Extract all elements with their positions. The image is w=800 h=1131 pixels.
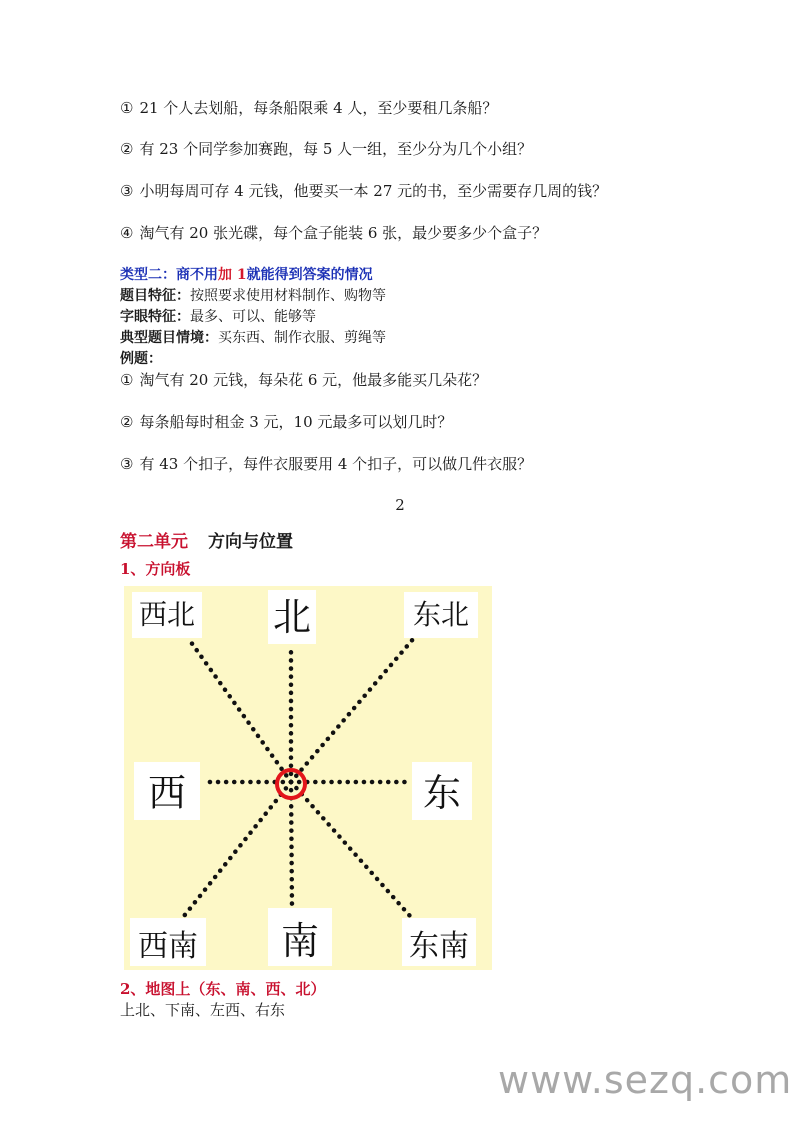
question-text: 小明每周可存 4 元钱，他要买一本 27 元的书，至少需要存几周的钱？: [139, 182, 608, 200]
question-number: ①: [120, 371, 134, 389]
label-n: 北: [272, 595, 312, 639]
question-3: [120, 181, 607, 201]
question-1: [120, 98, 497, 118]
question-text: 每条船每时租金 3 元，10 元最多可以划几时？: [139, 413, 453, 431]
label-s: 南: [280, 919, 320, 963]
direction-board-figure: [124, 586, 492, 970]
type2-heading: [120, 265, 373, 285]
keyword-line: [120, 307, 316, 327]
example-line: [120, 349, 162, 369]
keyword-label: 字眼特征：: [120, 309, 190, 325]
question-text: 21 个人去划船，每条船限乘 4 人，至少要租几条船？: [139, 99, 498, 117]
keyword-text: 最多、可以、能够等: [190, 309, 316, 325]
example-question-2: [120, 412, 452, 432]
page-number: 2: [395, 496, 405, 514]
label-ne: 东北: [412, 598, 470, 631]
question-number: ①: [120, 99, 134, 117]
label-se: 东南: [409, 929, 469, 964]
question-number: ③: [120, 455, 134, 473]
label-e: 东: [422, 771, 462, 815]
feature-label: 题目特征：: [120, 288, 190, 304]
example-label: 例题：: [120, 351, 162, 367]
question-number: ③: [120, 182, 134, 200]
unit-heading: [120, 527, 293, 552]
watermark: www.sezq.com: [498, 1058, 793, 1102]
feature-line: [120, 286, 386, 306]
scene-label: 典型题目情境：: [120, 330, 218, 346]
question-text: 淘气有 20 张光碟，每个盒子能装 6 张，最少要多少个盒子？: [139, 224, 548, 242]
question-4: [120, 223, 547, 243]
example-question-1: [120, 370, 487, 390]
example-question-3: [120, 454, 532, 474]
direction-board: [124, 586, 492, 970]
type2-heading-part-b: 加 1: [218, 267, 247, 283]
question-text: 有 23 个同学参加赛跑，每 5 人一组，至少分为几个小组？: [139, 140, 533, 158]
label-sw: 西南: [138, 929, 198, 964]
unit-label: 第二单元: [120, 532, 188, 552]
label-w: 西: [147, 771, 187, 815]
scene-line: [120, 328, 386, 348]
label-nw: 西北: [138, 598, 196, 631]
type2-heading-part-c: 就能得到答案的情况: [246, 267, 373, 283]
question-number: ④: [120, 224, 134, 242]
section2-title: 2、地图上（东、南、西、北）: [120, 980, 326, 998]
question-number: ②: [120, 413, 134, 431]
question-number: ②: [120, 140, 134, 158]
question-2: [120, 139, 532, 159]
question-text: 淘气有 20 元钱，每朵花 6 元，他最多能买几朵花？: [139, 371, 488, 389]
section1-title: 1、方向板: [120, 560, 191, 578]
question-text: 有 43 个扣子，每件衣服要用 4 个扣子，可以做几件衣服？: [139, 455, 533, 473]
scene-text: 买东西、制作衣服、剪绳等: [218, 330, 386, 346]
type2-heading-part-a: 类型二：商不用: [120, 267, 218, 283]
section2-text: 上北、下南、左西、右东: [120, 1001, 286, 1019]
feature-text: 按照要求使用材料制作、购物等: [190, 288, 386, 304]
unit-title: 方向与位置: [208, 532, 293, 552]
